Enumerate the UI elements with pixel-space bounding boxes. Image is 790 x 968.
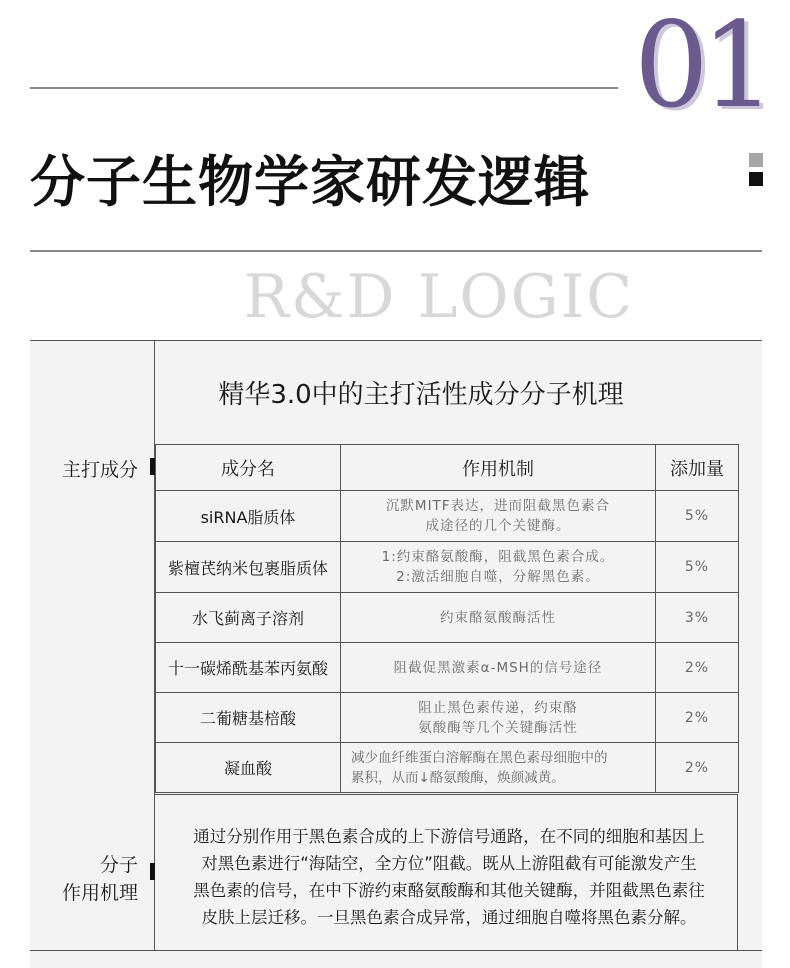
panel-top-rule <box>30 340 762 341</box>
ingredient-mechanism <box>341 593 656 643</box>
mechanism-line: 沉默MITF表达，进而阻截黑色素合 <box>385 498 611 514</box>
column-header-amount: 添加量 <box>656 445 739 491</box>
paragraph-line: 对黑色素进行“海陆空，全方位”阻截。既从上游阻截有可能激发产生 <box>201 854 697 873</box>
ingredient-mechanism <box>341 693 656 743</box>
ingredient-name: 二葡糖基棓酸 <box>156 693 341 743</box>
table-row <box>156 643 739 693</box>
mechanism-paragraph <box>175 823 723 931</box>
section-number: 01 <box>633 0 768 134</box>
table-title: 精华3.0中的主打活性成分分子机理 <box>218 380 624 410</box>
paragraph-line: 皮肤上层迁移。一旦黑色素合成异常，通过细胞自噬将黑色素分解。 <box>201 908 697 927</box>
mechanism-line: 累积，从而↓酪氨酸酶，焕颜减黄。 <box>351 769 565 786</box>
ingredient-name: 十一碳烯酰基苯丙氨酸 <box>156 643 341 693</box>
paragraph-line: 通过分别作用于黑色素合成的上下游信号通路，在不同的细胞和基因上 <box>193 827 705 846</box>
ingredients-table <box>155 444 739 793</box>
mechanism-line: 2:激活细胞自噬，分解黑色素。 <box>396 569 600 585</box>
ingredient-name: 凝血酸 <box>156 743 341 793</box>
table-row <box>156 491 739 542</box>
ingredient-name: 紫檀芪纳米包裹脂质体 <box>156 542 341 593</box>
page-title: 分子生物学家研发逻辑 <box>30 150 591 214</box>
ingredient-mechanism <box>341 643 656 693</box>
ingredient-amount: 5% <box>656 542 739 593</box>
table-row <box>156 693 739 743</box>
column-header-mechanism: 作用机制 <box>341 445 656 491</box>
mechanism-line: 阻截促黑激素α-MSH的信号途径 <box>393 659 603 676</box>
mechanism-line: 氨酸酶等几个关键酶活性 <box>418 719 578 736</box>
mechanism-line: 减少血纤维蛋白溶解酶在黑色素母细胞中的 <box>351 749 608 766</box>
ingredient-amount: 5% <box>656 491 739 542</box>
side-label-mechanism-2: 作用机理 <box>61 882 138 904</box>
ingredient-mechanism <box>341 743 656 793</box>
mechanism-line: 阻止黑色素传递，约束酪 <box>418 699 578 716</box>
header-mid-rule <box>30 250 762 252</box>
header-top-rule <box>30 87 618 89</box>
table-row <box>156 743 739 793</box>
ingredient-amount: 2% <box>656 693 739 743</box>
mechanism-line: 1:约束酪氨酸酶，阻截黑色素合成。 <box>381 549 615 565</box>
ingredient-name: siRNA脂质体 <box>156 491 341 542</box>
decor-square-black <box>749 172 763 186</box>
paragraph-line: 黑色素的信号，在中下游约束酪氨酸酶和其他关键酶，并阻截黑色素往 <box>193 881 705 900</box>
mechanism-line: 约束酪氨酸酶活性 <box>440 609 556 626</box>
column-header-name: 成分名 <box>156 445 341 491</box>
ingredient-amount: 2% <box>656 743 739 793</box>
decor-square-gray <box>749 153 763 167</box>
ingredient-mechanism <box>341 491 656 542</box>
table-header-row <box>156 445 739 491</box>
ingredient-mechanism <box>341 542 656 593</box>
english-subtitle: R&D LOGIC <box>243 262 635 332</box>
mechanism-line: 成途径的几个关键酶。 <box>425 518 571 534</box>
side-label-mechanism-1: 分子 <box>99 854 138 876</box>
table-row <box>156 593 739 643</box>
ingredient-name: 水飞蓟离子溶剂 <box>156 593 341 643</box>
ingredient-amount: 3% <box>656 593 739 643</box>
table-row <box>156 542 739 593</box>
panel-bottom-rule <box>30 950 762 951</box>
ingredient-amount: 2% <box>656 643 739 693</box>
side-label-ingredients: 主打成分 <box>61 459 138 481</box>
